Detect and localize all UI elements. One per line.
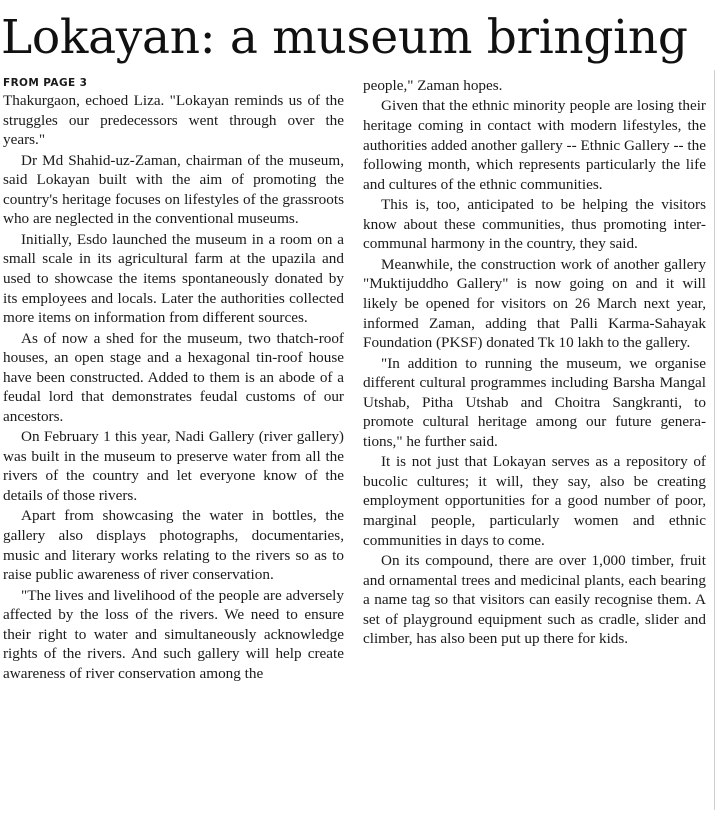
left-column xyxy=(3,76,344,684)
paragraph: "In addition to running the museum, we organise different cultural programmes including Barsha Mangal Utshab, Pitha Utshab and Choitra Sangkranti, to promote cultural heritage among our future generations," he further said. xyxy=(363,354,706,450)
paragraph: On its compound, there are over 1,000 timber, fruit and ornamental trees and medicinal plants, each bearing a name tag so that visitors can easily recognise them. A set of playground equipment such as cradle, slider and climber, has also been put up there for kids. xyxy=(363,552,706,648)
right-column xyxy=(363,76,706,650)
paragraph: Given that the ethnic minority people are losing their heritage coming in contact with modern lifestyles, the authorities added another gallery -- Ethnic Gallery -- the following month, which represents particularly the life and cultures of the ethnic communities. xyxy=(363,97,706,193)
headline: Lokayan: a museum bringing xyxy=(1,10,688,65)
column-rule xyxy=(714,70,715,810)
paragraph: Initially, Esdo launched the museum in a room on a small scale in its agricultural farm at the upazila and used to showcase the items spontaneously donated by its employees and locals. Later the authorities collected more items on information from different sources. xyxy=(3,230,344,327)
paragraph: Meanwhile, the construction work of another gallery "Muktijuddho Gallery" is now going on and it will likely be opened for visitors on 26 March next year, informed Zaman, adding that Palli Karma-Sahayak Foundation (PKSF) donated Tk 10 lakh to the gallery. xyxy=(363,255,706,352)
paragraph: This is, too, anticipated to be helping the visitors know about these communities, thus promoting inter-communal harmony in the country, they said. xyxy=(363,196,706,253)
paragraph: As of now a shed for the museum, two thatch-roof houses, an open stage and a hexagonal tin-roof house have been constructed. Added to them is an abode of a feudal lord that demonstrates feudal customs of our ancestors. xyxy=(3,329,344,425)
paragraph: It is not just that Lokayan serves as a repository of bucolic cultures; it will, they say, also be creating employment opportunities for a good number of poor, marginal people, particularly women and ethnic communities in days to come. xyxy=(363,453,706,549)
paragraph: Apart from showcasing the water in bottles, the gallery also displays photographs, documentaries, music and literary works relating to the rivers so as to raise public awareness of river conservation. xyxy=(3,507,344,584)
paragraph: "The lives and livelihood of the people are adversely affected by the loss of the rivers. We need to ensure their right to water and simultaneously acknowledge rights of the rivers. And such gallery will help create awareness of river conservation among the xyxy=(3,586,344,682)
paragraph: On February 1 this year, Nadi Gallery (river gallery) was built in the museum to preserve water from all the rivers of the country and let everyone know of the details of those rivers. xyxy=(3,428,344,505)
paragraph: Dr Md Shahid-uz-Zaman, chairman of the museum, said Lokayan built with the aim of promoting the country's heritage focuses on lifestyles of the grassroots who are neglected in the conventional museums. xyxy=(3,151,344,228)
paragraph: people," Zaman hopes. xyxy=(363,77,503,94)
paragraph: Thakurgaon, echoed Liza. "Lokayan reminds us of the struggles our predecessors went through over the years." xyxy=(3,92,344,149)
jump-kicker: FROM PAGE 3 xyxy=(3,77,88,89)
